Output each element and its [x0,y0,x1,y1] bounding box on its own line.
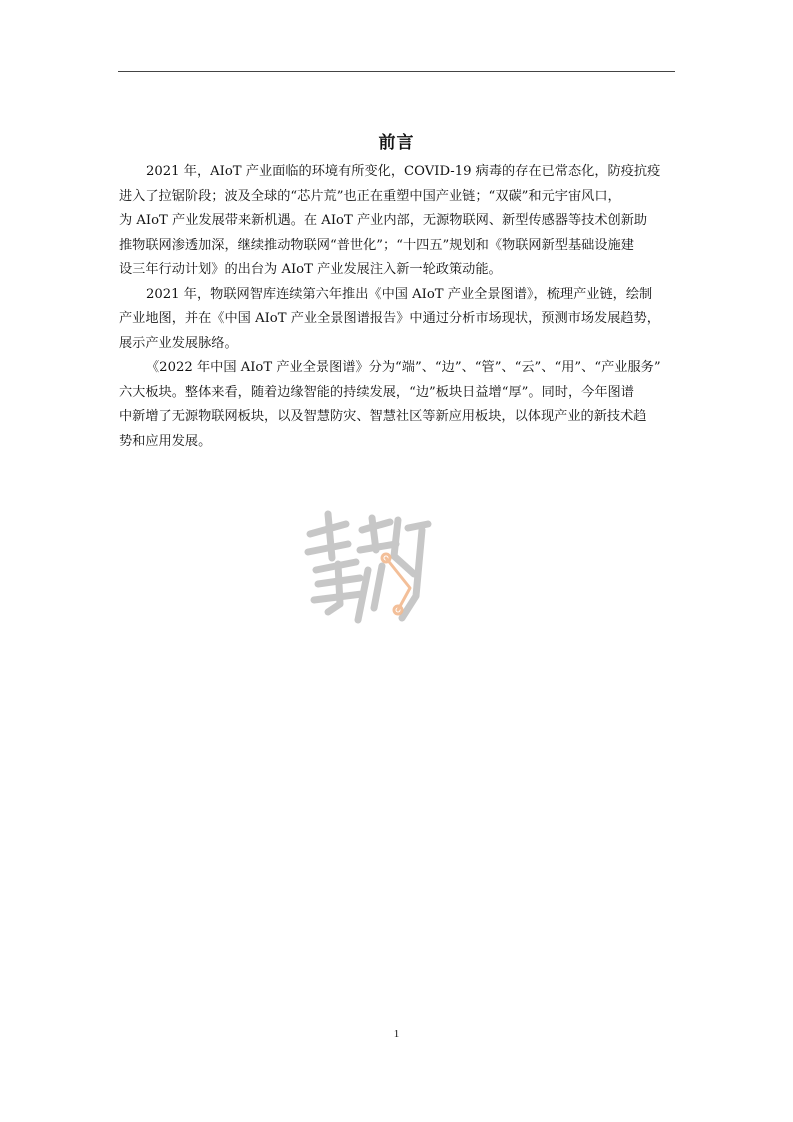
paragraph-line: 中新增了无源物联网板块，以及智慧防灾、智慧社区等新应用板块，以体现产业的新技术趋 [119,409,647,424]
paragraph-2 [119,283,677,357]
paragraph-3 [119,356,677,454]
paragraph-line: 进入了拉锯阶段；波及全球的“芯片荒”也正在重塑中国产业链；“双碳”和元宇宙风口， [119,188,621,204]
paragraph-line: 为 AIoT 产业发展带来新机遇。在 AIoT 产业内部，无源物联网、新型传感器等技术创新助 [119,213,648,228]
paragraph-line: 《2022 年中国 AIoT 产业全景图谱》分为“端”、“边”、“管”、“云”、“用”、“产业服务” [146,360,661,375]
paragraph-line: 产业地图，并在《中国 AIoT 产业全景图谱报告》中通过分析市场现状，预测市场发展趋势， [119,311,660,326]
paragraph-line: 展示产业发展脉络。 [119,335,238,351]
paragraph-line: 推物联网渗透加深，继续推动物联网“普世化”；“十四五”规划和《物联网新型基础设施建 [119,237,634,253]
watermark-logo [298,500,438,640]
page-title: 前言 [378,133,415,153]
page-number: 1 [393,1028,400,1040]
paragraph-line: 势和应用发展。 [119,433,212,449]
paragraph-line: 2021 年，AIoT 产业面临的环境有所变化，COVID-19 病毒的存在已常态化，防疫抗疫 [146,164,661,179]
paragraph-line: 六大板块。整体来看，随着边缘智能的持续发展，“边”板块日益增“厚”。同时，今年图谱 [119,384,634,400]
paragraph-line: 设三年行动计划》的出台为 AIoT 产业发展注入新一轮政策动能。 [119,262,502,277]
paragraph-line: 2021 年，物联网智库连续第六年推出《中国 AIoT 产业全景图谱》，梳理产业链，绘制 [146,286,653,302]
paragraph-1 [119,160,677,283]
header-rule [118,71,675,72]
body-text [119,160,677,454]
